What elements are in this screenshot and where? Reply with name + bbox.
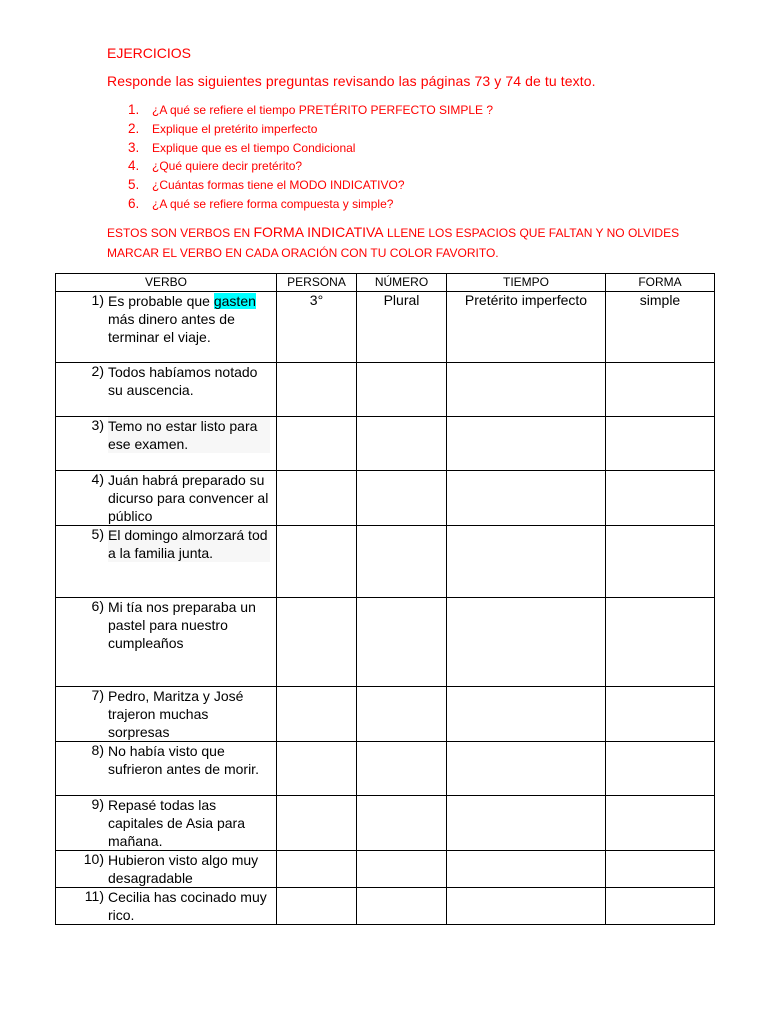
sentence-text: No había visto que sufrieron antes de morir. xyxy=(108,743,259,777)
tiempo-cell[interactable] xyxy=(447,598,606,687)
row-number: 3) xyxy=(91,417,104,433)
persona-cell[interactable] xyxy=(277,888,357,925)
sentence-text: El domingo almorzará tod a la familia junta. xyxy=(108,526,270,562)
table-row xyxy=(56,363,715,417)
row-number: 9) xyxy=(91,796,104,812)
forma-cell[interactable] xyxy=(606,851,715,888)
numero-cell[interactable] xyxy=(357,526,447,598)
forma-cell[interactable] xyxy=(606,796,715,851)
row-number: 10) xyxy=(83,851,104,867)
question-item xyxy=(128,176,493,195)
question-item xyxy=(128,139,493,158)
question-number: 3. xyxy=(128,139,140,155)
row-number: 8) xyxy=(91,742,104,758)
persona-cell[interactable] xyxy=(277,742,357,796)
numero-cell[interactable] xyxy=(357,851,447,888)
note-emphasis: FORMA INDICATIVA xyxy=(253,224,384,240)
persona-cell[interactable] xyxy=(277,471,357,526)
table-header-row xyxy=(56,274,715,292)
row-number: 11) xyxy=(84,888,104,904)
question-text: ¿Qué quiere decir pretérito? xyxy=(152,159,303,174)
verb-cell xyxy=(56,796,277,851)
tiempo-cell[interactable] xyxy=(447,687,606,742)
sentence-text: Juán habrá preparado su dicurso para convencer al público xyxy=(108,472,269,524)
col-header-tiempo: TIEMPO xyxy=(447,274,606,292)
tiempo-cell[interactable] xyxy=(447,796,606,851)
row-number: 6) xyxy=(91,598,104,614)
table-row xyxy=(56,417,715,471)
forma-cell[interactable] xyxy=(606,742,715,796)
sentence-text: Hubieron visto algo muy desagradable xyxy=(108,852,259,886)
table-row xyxy=(56,471,715,526)
sentence-text: Temo no estar listo para ese examen. xyxy=(108,417,270,453)
table-row xyxy=(56,742,715,796)
verb-cell xyxy=(56,417,277,471)
col-header-forma: FORMA xyxy=(606,274,715,292)
question-number: 1. xyxy=(128,102,140,117)
numero-cell[interactable] xyxy=(357,363,447,417)
forma-cell[interactable] xyxy=(606,471,715,526)
question-item xyxy=(128,120,493,139)
forma-cell[interactable]: simple xyxy=(606,292,715,363)
verb-cell xyxy=(56,471,277,526)
numero-cell[interactable] xyxy=(357,796,447,851)
table-row xyxy=(56,851,715,888)
sentence-text: Mi tía nos preparaba un pastel para nuestro cumpleaños xyxy=(108,599,256,651)
sentence-text: Cecilia has cocinado muy rico. xyxy=(108,889,267,923)
question-item xyxy=(128,157,493,176)
tiempo-cell[interactable]: Pretérito imperfecto xyxy=(447,292,606,363)
forma-cell[interactable] xyxy=(606,687,715,742)
sentence-text: Pedro, Maritza y José trajeron muchas sorpresas xyxy=(108,688,244,740)
tiempo-cell[interactable] xyxy=(447,742,606,796)
numero-cell[interactable] xyxy=(357,687,447,742)
question-text: Explique el pretérito imperfecto xyxy=(152,121,318,136)
question-number: 4. xyxy=(128,158,140,174)
verb-cell xyxy=(56,687,277,742)
row-number: 2) xyxy=(91,363,104,379)
verb-cell xyxy=(56,292,277,363)
question-number: 6. xyxy=(128,195,140,211)
tiempo-cell[interactable] xyxy=(447,526,606,598)
verb-cell xyxy=(56,363,277,417)
verb-table xyxy=(55,273,715,925)
verb-cell xyxy=(56,526,277,598)
verb-cell xyxy=(56,742,277,796)
verb-cell xyxy=(56,851,277,888)
forma-cell[interactable] xyxy=(606,417,715,471)
forma-cell[interactable] xyxy=(606,888,715,925)
sentence-text: Todos habíamos notado su auscencia. xyxy=(108,364,258,398)
col-header-numero: NÚMERO xyxy=(357,274,447,292)
forma-cell[interactable] xyxy=(606,598,715,687)
question-item xyxy=(128,195,493,214)
verb-instructions xyxy=(107,222,707,263)
sentence-part: Es probable que xyxy=(108,293,214,309)
persona-cell[interactable] xyxy=(277,417,357,471)
numero-cell[interactable] xyxy=(357,417,447,471)
persona-cell[interactable]: 3° xyxy=(277,292,357,363)
persona-cell[interactable] xyxy=(277,598,357,687)
col-header-persona: PERSONA xyxy=(277,274,357,292)
persona-cell[interactable] xyxy=(277,687,357,742)
sentence-text: Repasé todas las capitales de Asia para mañana. xyxy=(108,797,245,849)
row-number: 1) xyxy=(91,292,104,308)
highlighted-verb: gasten xyxy=(213,293,256,309)
numero-cell[interactable] xyxy=(357,471,447,526)
numero-cell[interactable]: Plural xyxy=(357,292,447,363)
tiempo-cell[interactable] xyxy=(447,471,606,526)
verb-cell xyxy=(56,598,277,687)
table-row xyxy=(56,687,715,742)
col-header-verbo: VERBO xyxy=(56,274,277,292)
tiempo-cell[interactable] xyxy=(447,851,606,888)
table-row xyxy=(56,598,715,687)
numero-cell[interactable] xyxy=(357,598,447,687)
row-number: 7) xyxy=(91,687,104,703)
sentence-text xyxy=(108,292,270,346)
table-row xyxy=(56,526,715,598)
row-number: 5) xyxy=(91,526,104,542)
question-list xyxy=(128,101,493,214)
question-item xyxy=(128,101,493,120)
question-text: ¿A qué se refiere el tiempo PRETÉRITO PERFECTO SIMPLE ? xyxy=(152,103,494,117)
forma-cell[interactable] xyxy=(606,526,715,598)
numero-cell[interactable] xyxy=(357,888,447,925)
instructions-text: Responde las siguientes preguntas revisando las páginas 73 y 74 de tu texto. xyxy=(107,73,596,89)
table-row xyxy=(56,292,715,363)
note-part2: LLENE LOS ESPACIOS QUE FALTAN Y NO OLVIDES MARCAR EL VERBO EN CADA ORACIÓN CON TU COLOR FAVORITO. xyxy=(107,226,680,260)
question-text: Explique que es el tiempo Condicional xyxy=(152,140,356,155)
forma-cell[interactable] xyxy=(606,363,715,417)
question-text: ¿A qué se refiere forma compuesta y simple? xyxy=(152,196,394,211)
numero-cell[interactable] xyxy=(357,742,447,796)
note-part1: ESTOS SON VERBOS EN xyxy=(107,226,254,240)
question-number: 5. xyxy=(128,177,140,193)
sentence-part: más dinero antes de terminar el viaje. xyxy=(108,311,235,345)
persona-cell[interactable] xyxy=(277,851,357,888)
persona-cell[interactable] xyxy=(277,526,357,598)
tiempo-cell[interactable] xyxy=(447,363,606,417)
persona-cell[interactable] xyxy=(277,796,357,851)
row-number: 4) xyxy=(91,471,104,487)
question-number: 2. xyxy=(128,120,140,136)
verb-cell xyxy=(56,888,277,925)
question-text: ¿Cuántas formas tiene el MODO INDICATIVO? xyxy=(152,178,405,193)
table-row xyxy=(56,888,715,925)
persona-cell[interactable] xyxy=(277,363,357,417)
table-row xyxy=(56,796,715,851)
exercise-title: EJERCICIOS xyxy=(107,45,192,61)
tiempo-cell[interactable] xyxy=(447,417,606,471)
tiempo-cell[interactable] xyxy=(447,888,606,925)
